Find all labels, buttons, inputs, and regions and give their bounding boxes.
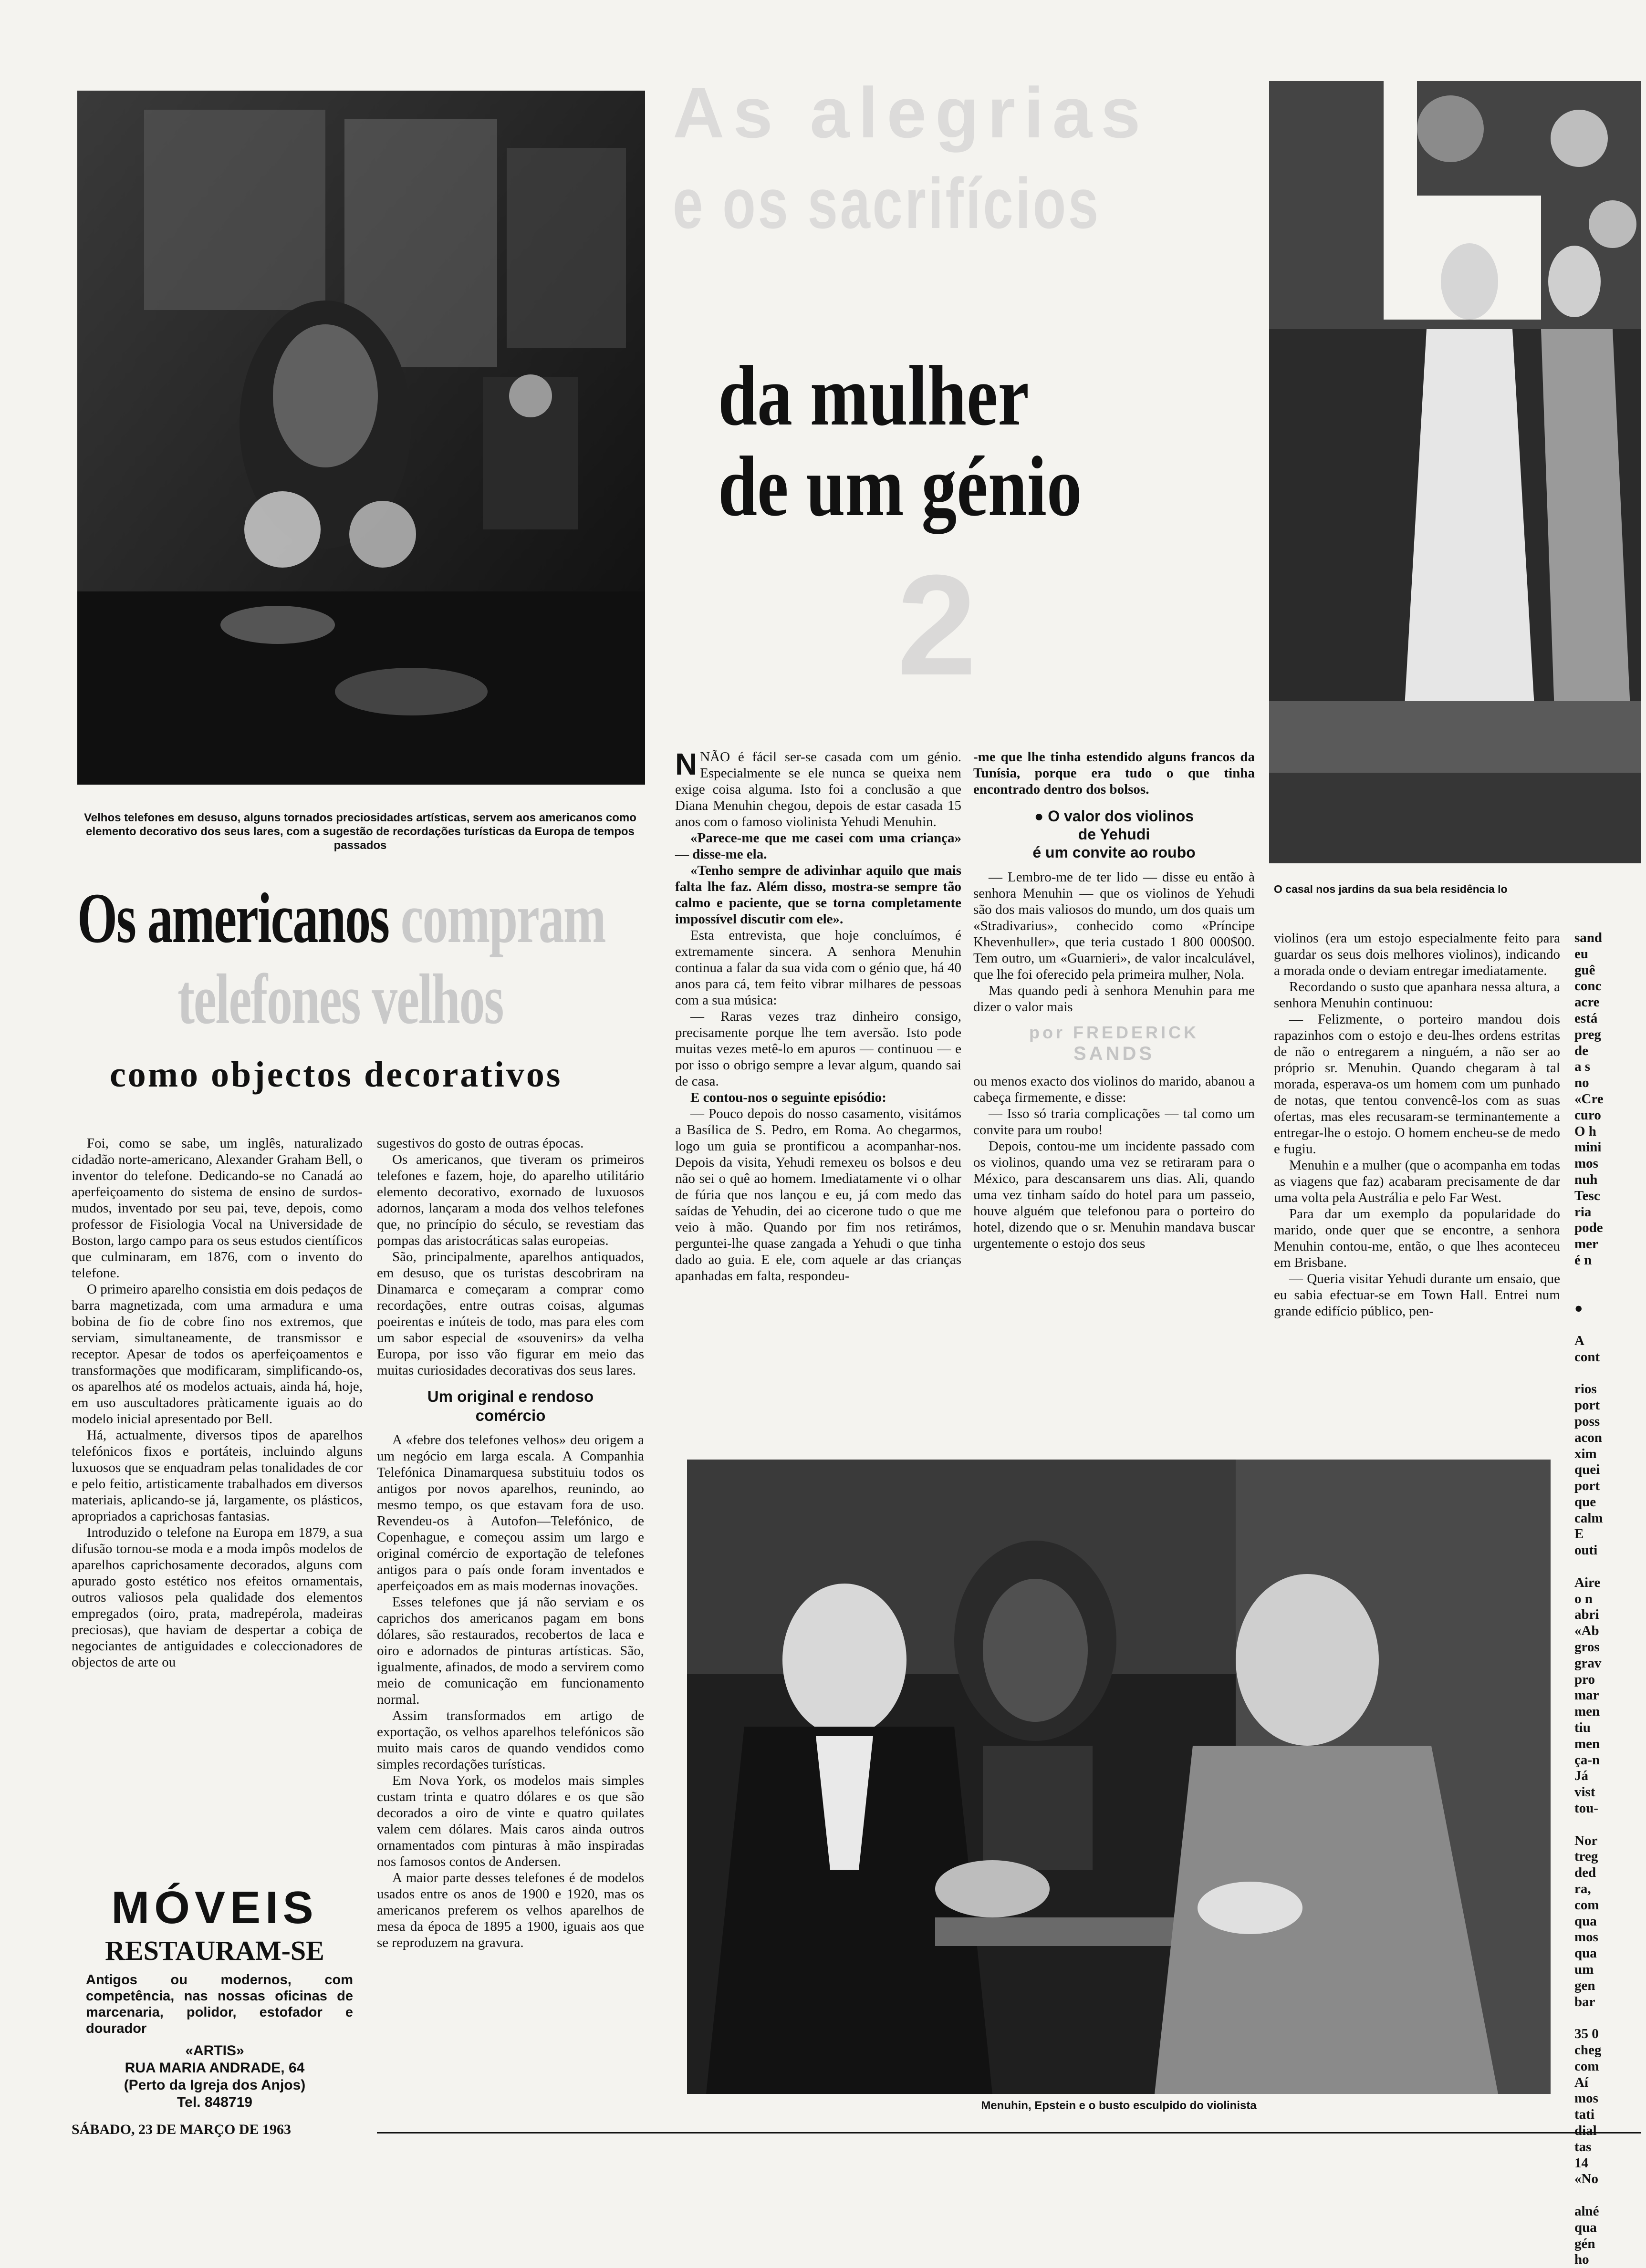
menuhin-paragraph: violinos (era um estojo especialmente feito para guardar os seus dois melhores violinos), indicando a morada onde o deviam entregar imediatamente. [1274, 931, 1560, 978]
phones-paragraph: Esses telefones que já não serviam e os caprichos dos americanos pagam em bons dólares, são restaurados, recobertos de laca e oiro e adornados de pinturas artísticas. São, igualmente, afinados, de modo a servirem como meio de comunicação em funcionamento normal. [377, 1595, 644, 1707]
cut-off-line: calm [1574, 1510, 1603, 1526]
old-telephones-photo [77, 91, 645, 785]
cut-off-line: mos [1574, 2091, 1598, 2106]
cut-off-line: 14 [1574, 2155, 1588, 2171]
byline-line1: por FREDERICK [1029, 1023, 1199, 1042]
cut-off-line: tou- [1574, 1801, 1598, 1816]
cut-off-line: port [1574, 1398, 1600, 1413]
byline-line2: SANDS [1073, 1043, 1155, 1064]
cut-off-line: gros [1574, 1639, 1600, 1655]
cut-off-line [1574, 1817, 1641, 1833]
cut-off-line: mos [1574, 1929, 1598, 1945]
cut-off-line: «Ab [1574, 1623, 1599, 1639]
cut-off-line: a s [1574, 1059, 1591, 1075]
cut-off-line: Nor [1574, 1833, 1598, 1848]
cut-off-line: um [1574, 1962, 1594, 1977]
cut-off-line: vist [1574, 1784, 1595, 1800]
cut-off-line: men [1574, 1736, 1600, 1751]
cut-off-line: mini [1574, 1139, 1602, 1155]
menuhin-paragraph: — Queria visitar Yehudi durante um ensaio, que eu sabia efectuar-se em Town Hall. Entrei num grande edifício público, pen- [1274, 1271, 1560, 1319]
drop-cap: N [675, 747, 698, 781]
menuhin-lead: NÃO é fácil ser-se casada com um génio. Especialmente se ele nunca se queixa nem exige coisa alguma. Isto foi a conclusão a que Diana Menuhin chegou, depois de estar casada 15 anos com o famoso violinista Yehudi Menuhin. [675, 749, 961, 829]
menuhin-paragraph: -me que lhe tinha estendido alguns francos da Tunísia, porque era tudo o que tinha encontrado dentro dos bolsos. [973, 749, 1255, 797]
menuhin-headline-faded-2: e os sacrifícios [673, 163, 1101, 243]
cut-off-line: nuh [1574, 1171, 1598, 1187]
phones-paragraph: A maior parte desses telefones é de modelos usados entre os anos de 1900 e 1920, mas os americanos preferem os velhos aparelhos de mesa da época de 1895 a 1900, iguais aos que se reproduzem na gravura. [377, 1870, 644, 1950]
cut-off-line: qua [1574, 1913, 1597, 1929]
cut-off-line: «Cre [1574, 1091, 1604, 1107]
ad-address: RUA MARIA ANDRADE, 64 [125, 2060, 305, 2076]
phones-headline-sub: como objectos decorativos [110, 1055, 563, 1095]
phones-headline-line1b: compram [400, 879, 605, 958]
cut-off-line: alné [1574, 2203, 1599, 2219]
cut-off-line: ded [1574, 1865, 1596, 1881]
cut-off-line: mos [1574, 1156, 1598, 1171]
menuhin-paragraph: Para dar um exemplo da popularidade do marido, onde quer que se encontre, a senhora Menuhin contou-me, então, o que lhes aconteceu em Brisbane. [1274, 1206, 1560, 1270]
menuhin-paragraph: — Pouco depois do nosso casamento, visitámos a Basílica de S. Pedro, em Roma. Ao chegarmos, logo um guia se prontificou a acompanhar-nos. Depois da visita, Yehudi remexeu os bolsos e deu não sei o quê ao homem. Imediatamente vi o olhar de fúria que nos lançou e eu, já com medo das saídas de Yehudin, dei ao cicerone tudo o que me veio à mão. Quando por fim nos retirámos, perguntei-lhe quase zangada a Yehudi o que tinha dado ao guia. E ele, com aquele ar das crianças apanhadas em falta, respondeu- [675, 1106, 961, 1284]
couple-image [1269, 81, 1641, 863]
cut-off-line: «No [1574, 2171, 1598, 2187]
cut-off-line: o n [1574, 1591, 1593, 1606]
cut-off-line: preg [1574, 1026, 1601, 1042]
cut-off-line: abri [1574, 1607, 1599, 1623]
cut-off-line [1574, 2187, 1641, 2204]
phones-paragraph: São, principalmente, aparelhos antiquados, em desuso, que os turistas descobriram na Dinamarca e começaram a comprar como recordações, entre outras coisas, algumas poeirentas e inúteis de todo, mas para eles com um sabor especial de «souvenirs» da velha Europa, por isso vão figurar em meio das muitas curiosidades decorativas dos seus lares. [377, 1249, 644, 1378]
cut-off-line: com [1574, 1897, 1599, 1913]
cut-off-line: ria [1574, 1204, 1592, 1220]
menuhin-paragraph: — Lembro-me de ter lido — disse eu então à senhora Menuhin — que os violinos de Yehudi são dos mais valiosos do mundo, um dos quais um «Stradivarius», conhecido como «Príncipe Khevenhuller», que teria custado 1 800 000$00. Tem outro, um «Guarnieri», de valor incalculável, que lhe foi oferecido pela primeira mulher, Nola. [973, 870, 1255, 982]
cut-off-line: que [1574, 1494, 1596, 1510]
cut-off-line: tas [1574, 2139, 1592, 2154]
cut-off-line: Já [1574, 1768, 1588, 1784]
footer-rule [377, 2132, 1641, 2133]
cut-off-line: tiu [1574, 1720, 1591, 1736]
cut-off-line: ça-n [1574, 1752, 1600, 1768]
cut-off-line: Aí [1574, 2074, 1588, 2090]
cut-off-line: rios [1574, 1381, 1597, 1397]
phones-subheading: Um original e rendoso comércio [427, 1388, 594, 1424]
cut-off-line: mar [1574, 1688, 1599, 1703]
menuhin-column-2 [973, 749, 1255, 1252]
cut-off-line: pode [1574, 1220, 1603, 1236]
cut-off-line: xim [1574, 1446, 1597, 1461]
cut-off-line: port [1574, 1478, 1600, 1494]
ad-name: «ARTIS» [185, 2043, 244, 2059]
cut-off-line: sand [1574, 930, 1603, 945]
cut-off-line: cheg [1574, 2042, 1602, 2058]
phones-paragraph: Foi, como se sabe, um inglês, naturalizado cidadão norte-americano, Alexander Graham Bell, o inventor do telefone. Dedicando-se no Canadá ao aperfeiçoamento do sistema de ensino de surdos-mudos, inventado por seu pai, teve, depois, como professor de Fisiologia Vocal na Universidade de Boston, largo campo para os seus estudos científicos que culminaram, em 1876, com o invento do telefone. [72, 1136, 363, 1281]
phones-paragraph: Introduzido o telefone na Europa em 1879, a sua difusão tornou-se moda e a moda impôs modelos de aparelhos caprichosamente decorados, alguns com apurado gosto estético nos efeitos ornamentais, outros valiosos pela qualidade dos elementos empregados (oiro, prata, madrepérola, madeiras preciosas), que haviam de despertar a cobiça de negociantes de antiguidades e coleccionadores de objectos de arte ou [72, 1525, 363, 1670]
phones-headline [77, 879, 650, 1073]
cut-off-line: ra, [1574, 1881, 1591, 1897]
menuhin-headline-line2: de um génio [718, 439, 1082, 534]
menuhin-epstein-caption: Menuhin, Epstein e o busto esculpido do violinista [981, 2099, 1257, 2112]
violins-subheading [973, 807, 1255, 861]
cut-off-line [1574, 1317, 1641, 1333]
violins-subheading-line2: de Yehudi [1078, 826, 1150, 843]
ad-body: Antigos ou modernos, com competência, nas nossas oficinas de marcenaria, polidor, estofador e dourador [86, 1972, 353, 2036]
cut-off-line: E [1574, 1526, 1584, 1542]
cut-off-line: acre [1574, 994, 1600, 1010]
menuhin-paragraph: Mas quando pedi à senhora Menuhin para me dizer o valor mais [973, 983, 1255, 1015]
cut-off-line [1574, 1285, 1641, 1301]
cut-off-line: conc [1574, 978, 1602, 994]
phones-column-1 [72, 1135, 363, 1670]
cut-off-line: grav [1574, 1655, 1602, 1671]
phones-paragraph: Em Nova York, os modelos mais simples custam trinta e quatro dólares e os que são decorados a oiro de vinte e quatro quilates valem cem dólares. Mais caros ainda outros ornamentados com pinturas à mão inspiradas nos famosos contos de Andersen. [377, 1773, 644, 1869]
menuhin-paragraph: «Parece-me que me casei com uma criança» — disse-me ela. [675, 830, 961, 862]
cut-off-line: Tesc [1574, 1188, 1600, 1203]
byline [973, 1023, 1255, 1065]
couple-caption: O casal nos jardins da sua bela residência lo [1274, 883, 1508, 895]
cut-off-line: é n [1574, 1252, 1592, 1268]
violins-subheading-line3: é um convite ao roubo [1032, 844, 1196, 861]
menuhin-headline [673, 62, 1255, 720]
menuhin-part-number: 2 [897, 545, 977, 705]
cut-off-line: pro [1574, 1671, 1595, 1687]
cut-off-line: bar [1574, 1994, 1595, 2009]
cut-off-line: qua [1574, 2219, 1597, 2235]
menuhin-paragraph: E contou-nos o seguinte episódio: [690, 1090, 886, 1105]
cut-off-line: quei [1574, 1462, 1600, 1478]
menuhin-paragraph: — Raras vezes traz dinheiro consigo, precisamente porque lhe tem aversão. Isto pode muitas vezes metê-lo em apuros — continuou — e por isso o obrigo sempre a levar algum, quando sai de casa. [675, 1009, 961, 1089]
menuhin-paragraph: Menuhin e a mulher (que o acompanha em todas as viagens que faz) acabaram precisamente de dar uma volta pela Austrália e pelo Far West. [1274, 1158, 1560, 1205]
cut-off-line: men [1574, 1704, 1600, 1719]
cut-off-line: cont [1574, 1349, 1600, 1365]
phones-headline-line2: telefones velhos [177, 960, 503, 1039]
cut-off-line: O h [1574, 1123, 1596, 1139]
cut-off-line: ● [1574, 1301, 1583, 1316]
phones-paragraph: Os americanos, que tiveram os primeiros telefones e fazem, hoje, do aparelho utilitário elemento decorativo, exornado de luxuosos adornos, lançaram a moda dos velhos telefones que, no princípio do século, se revestiam das pompas das aristocráticas salas europeias. [377, 1152, 644, 1248]
cut-off-line: curo [1574, 1107, 1601, 1123]
phones-paragraph: O primeiro aparelho consistia em dois pedaços de barra magnetizada, com uma armadura e uma bobina de fio de cobre fino nos extremos, que serviam, simultaneamente, de transmissor e receptor. Apesar de todos os aperfeiçoamentos e transformações que modificaram, simplificando-os, os aparelhos até os modelos actuais, ainda há, hoje, em uso auscultadores pràticamente iguais ao do modelo inicial apresentado por Bell. [72, 1282, 363, 1427]
cut-off-line: no [1574, 1075, 1589, 1091]
cut-off-line: poss [1574, 1413, 1600, 1429]
cut-off-line: com [1574, 2058, 1599, 2074]
menuhin-paragraph: «Tenho sempre de adivinhar aquilo que mais falta lhe faz. Além disso, mostra-se sempre tão calmo e paciente, que se torna completamente impossível discutir com ele». [675, 863, 961, 927]
cut-off-line: de [1574, 1043, 1588, 1058]
couple-photo [1269, 81, 1641, 863]
cut-off-line: acon [1574, 1429, 1602, 1445]
ad-title: MÓVEIS [111, 1882, 318, 1933]
cut-off-line: guê [1574, 962, 1595, 978]
phones-column-2 [377, 1135, 644, 1951]
phones-headline-line1a: Os americanos [77, 879, 389, 958]
menuhin-paragraph: ou menos exacto dos violinos do marido, abanou a cabeça firmemente, e disse: [973, 1074, 1255, 1105]
cut-off-line: Aire [1574, 1574, 1601, 1590]
cut-off-line: 35 0 [1574, 2026, 1599, 2042]
cut-off-line: gén [1574, 2236, 1595, 2251]
menuhin-paragraph: — Felizmente, o porteiro mandou dois rapazinhos com o estojo e deu-lhes ordens estritas de não o entregarem a ninguém, a não ser ao próprio sr. Menuhin. Quando chegaram à tal morada, esperava-os um homem com um punhado de notas, que tentou convencê-los com as suas ofertas, mas eles recusaram-se terminantemente a entregar-lhe o estojo. O homem encheu-se de medo e fugiu. [1274, 1012, 1560, 1157]
menuhin-epstein-photo [687, 1460, 1551, 2094]
cut-off-line: tati [1574, 2107, 1594, 2123]
menuhin-paragraph: Recordando o susto que apanhara nessa altura, a senhora Menuhin continuou: [1274, 979, 1560, 1011]
cut-off-line [1574, 2010, 1641, 2026]
cut-off-line [1574, 1366, 1641, 1382]
menuhin-paragraph: Esta entrevista, que hoje concluímos, é extremamente sincera. A senhora Menuhin continua a falar da sua vida com o génio que, há 40 anos para cá, tem feito vibrar milhares de pessoas com a sua música: [675, 928, 961, 1008]
ad-near: (Perto da Igreja dos Anjos) [124, 2077, 306, 2093]
cut-off-line [1574, 1559, 1641, 1575]
phones-paragraph: A «febre dos telefones velhos» deu origem a um negócio em larga escala. A Companhia Telefónica Dinamarquesa substituiu todos os antigos por novos aparelhos, reunindo, ao mesmo tempo, os que estavam fora de uso. Revendeu-os à Autofon—Telefónico, de Copenhague, e começou assim um largo e original comércio de exportação de telefones antigos para o país onde foram inventados e aperfeiçoados em as mais modernas inovações. [377, 1432, 644, 1594]
old-telephones-image [77, 91, 645, 785]
menuhin-paragraph: — Isso só traria complicações — tal como um convite para um roubo! [973, 1106, 1255, 1138]
cut-off-column [1574, 930, 1641, 2268]
menuhin-headline-line1: da mulher [718, 348, 1029, 443]
cut-off-line: ho [1574, 2252, 1589, 2268]
furniture-ad [72, 1882, 358, 2110]
phones-paragraph: sugestivos do gosto de outras épocas. [377, 1136, 584, 1151]
cut-off-line: A [1574, 1333, 1584, 1348]
cut-off-line: gen [1574, 1978, 1595, 1993]
old-telephones-caption: Velhos telefones em desuso, alguns tornados preciosidades artísticas, servem aos americanos como elemento decorativo dos seus lares, com a sugestão de recordações turísticas da Europa de tempos passados [84, 811, 636, 852]
cut-off-line: qua [1574, 1946, 1597, 1961]
menuhin-paragraph: Depois, contou-me um incidente passado com os violinos, quando uma vez se retiraram para o México, para descansarem uns dias. Ali, quando uma vez tinham saído do hotel para um passeio, houve alguém que telefonou para o porteiro do hotel, dizendo que o sr. Menuhin mandava buscar urgentemente o estojo dos seus [973, 1139, 1255, 1251]
ad-subtitle: RESTAURAM-SE [105, 1935, 324, 1966]
cut-off-line: eu [1574, 946, 1588, 962]
violins-subheading-line1: O valor dos violinos [1048, 808, 1194, 825]
cut-off-line: dial [1574, 2123, 1597, 2138]
phones-paragraph: Há, actualmente, diversos tipos de aparelhos telefónicos fixos e portáteis, incluindo alguns luxuosos que se enquadram pelas tonalidades de cor e pelo feitio, artisticamente trabalhados em diversos materiais, aplicando-se já, largamente, os plásticos, apropriados a caprichosas fantasias. [72, 1428, 363, 1524]
cut-off-line: mer [1574, 1236, 1598, 1252]
cut-off-line: treg [1574, 1849, 1598, 1864]
cut-off-line [1574, 1269, 1641, 1285]
menuhin-epstein-image [687, 1460, 1551, 2094]
menuhin-headline-faded-1: As alegrias [673, 72, 1149, 153]
bullet-icon: ● [1034, 808, 1048, 825]
menuhin-column-1 [675, 749, 961, 1284]
menuhin-paragraph [675, 749, 961, 830]
menuhin-column-3 [1274, 930, 1560, 1319]
footer-date: SÁBADO, 23 DE MARÇO DE 1963 [72, 2122, 292, 2137]
cut-off-line: outi [1574, 1543, 1598, 1558]
ad-tel: Tel. 848719 [177, 2094, 252, 2110]
phones-paragraph: Assim transformados em artigo de exportação, os velhos aparelhos telefónicos são muito mais caros de quando vendidos como simples recordações turísticas. [377, 1708, 644, 1772]
cut-off-line: está [1574, 1010, 1598, 1026]
